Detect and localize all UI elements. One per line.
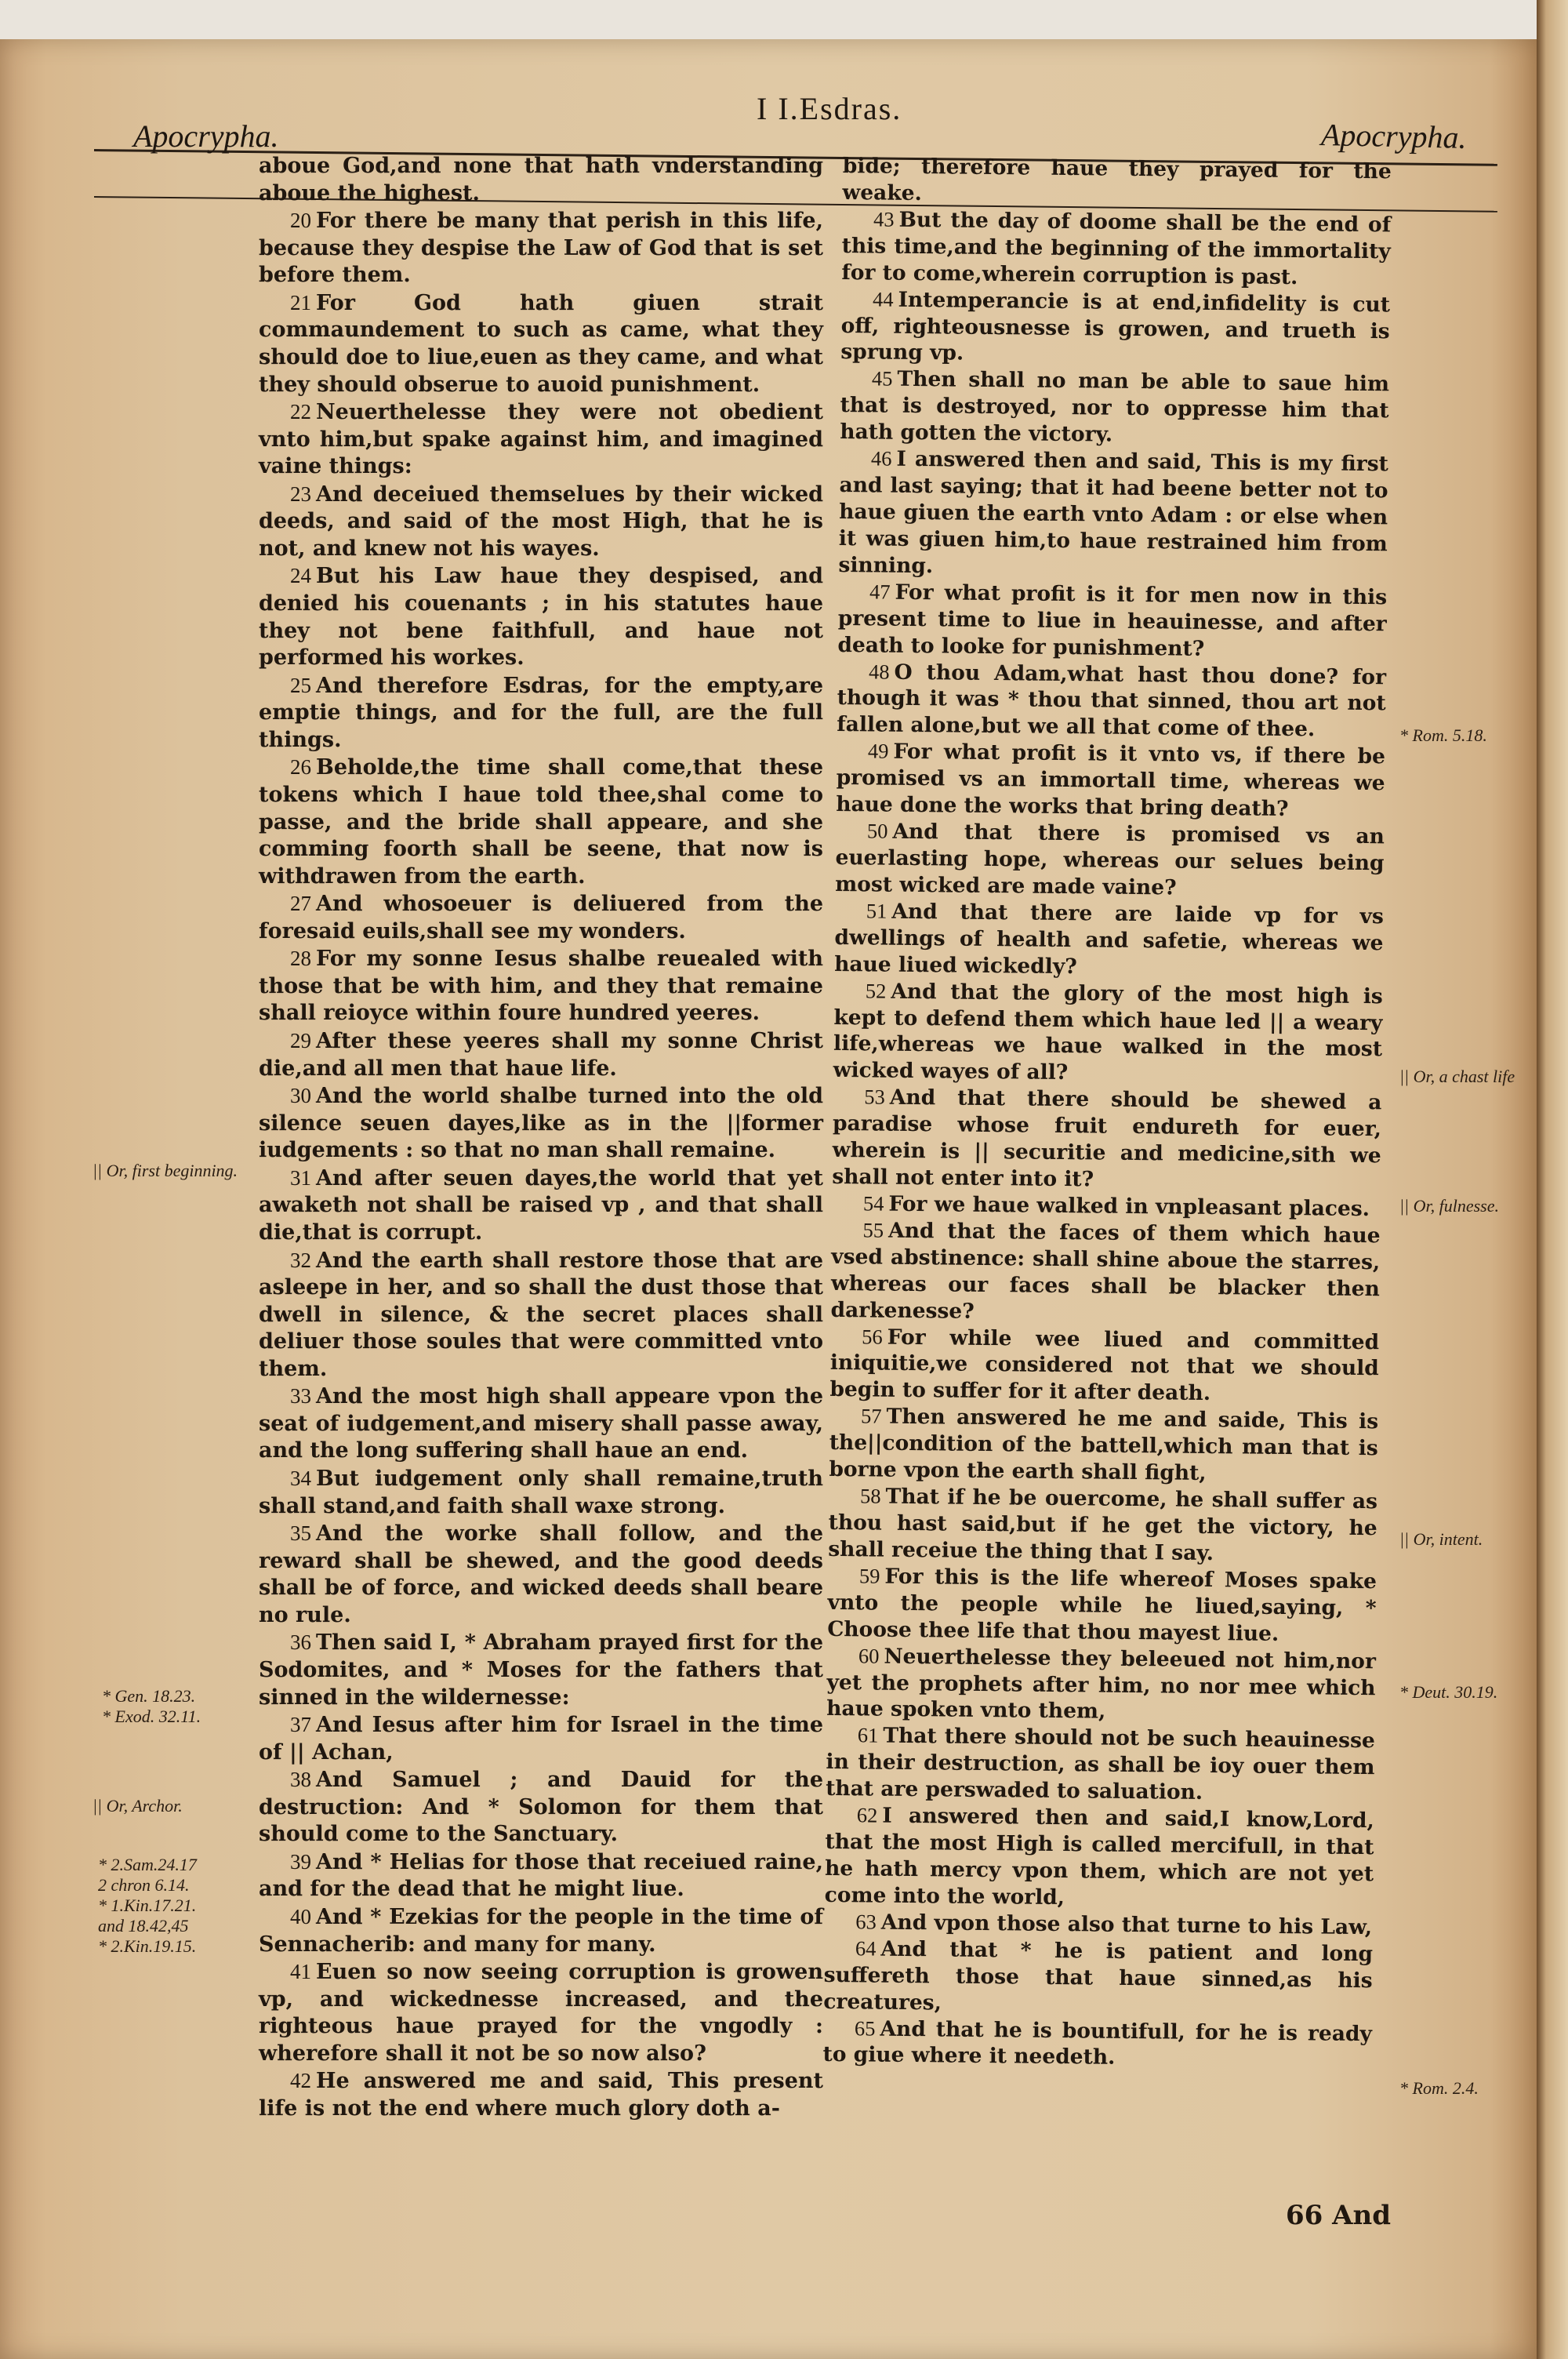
verse-text: And Iesus after him for Israel in the time of || Achan, <box>259 1713 823 1765</box>
verse-text: And therefore Esdras, for the empty,are emptie things, and for the full, are the full things. <box>259 673 823 752</box>
verse-text: For while wee liued and committed iniquitie,we considered not that we should begin to suffer for it after death. <box>829 1325 1380 1406</box>
left-text-column <box>259 153 823 2123</box>
verse-text: And that the faces of them which haue vsed abstinence: shall shine aboue the starres, whereas our faces shall be blacker then darkenesse? <box>830 1218 1381 1324</box>
verse-number: 30 <box>290 1084 311 1108</box>
verse-text: And * Helias for those that receiued raine, and for the dead that he might liue. <box>259 1849 823 1902</box>
verse-text: I answered then and said,I know,Lord, that the most High is called mercifull, in that he hath mercy vpon them, which are not yet come into the world, <box>824 1803 1374 1910</box>
verse-number: 46 <box>870 446 892 471</box>
verse-number: 27 <box>290 892 311 916</box>
verse <box>259 1848 823 1903</box>
verse <box>259 1027 823 1082</box>
verse-text: That if he be ouercome, he shall suffer as thou hast said,but if he get the victory, he shall receiue the thing that I say. <box>828 1484 1378 1565</box>
verse <box>834 898 1384 983</box>
margin-note-archor: || Or, Archor. <box>93 1796 183 1816</box>
verse <box>259 1629 823 1711</box>
verse-text: For there be many that perish in this life, because they despise the Law of God that is set before them. <box>259 209 823 288</box>
verse-text: For what profit is it for men now in this present time to liue in heauinesse, and after death to looke for punishment? <box>837 580 1388 661</box>
verse-text: And * Ezekias for the people in the time of Sennacherib: and many for many. <box>259 1905 823 1957</box>
margin-note-intent: || Or, intent. <box>1399 1529 1483 1549</box>
verse-number: 54 <box>862 1191 884 1216</box>
verse <box>259 1958 823 2067</box>
verse-number: 47 <box>869 580 891 604</box>
verse-number: 35 <box>290 1521 311 1546</box>
verse <box>259 1903 823 1958</box>
verse-number: 57 <box>860 1404 882 1428</box>
verse <box>259 481 823 563</box>
margin-note-chast-life: || Or, a chast life <box>1399 1067 1515 1086</box>
verse-text: And that * he is patient and long suffereth those that haue sinned,as his creatures, <box>823 1936 1374 2016</box>
verse-text: And whosoeuer is deliuered from the foresaid euils,shall see my wonders. <box>259 892 823 943</box>
verse-number: 61 <box>857 1723 879 1747</box>
verse-number: 22 <box>290 400 311 424</box>
verse <box>259 754 823 890</box>
verse-number: 42 <box>290 2069 311 2093</box>
verse-number: 64 <box>855 1936 877 1961</box>
verse-number: 24 <box>290 564 311 588</box>
verse-number: 41 <box>290 1960 311 1984</box>
verse-number: 51 <box>866 899 887 923</box>
verse <box>836 738 1385 823</box>
margin-note-fulnesse: || Or, fulnesse. <box>1399 1196 1499 1216</box>
verse-number: 58 <box>859 1484 881 1508</box>
verse <box>837 579 1387 664</box>
verse-text: Then said I, * Abraham prayed first for the Sodomites, and * Moses for the fathers that sinned in the wildernesse: <box>259 1630 823 1710</box>
verse-text: And the most high shall appeare vpon the seat of iudgement,and misery shall passe away, and the long suffering shall haue an end. <box>259 1384 823 1463</box>
verse <box>259 1711 823 1766</box>
verse-text: And Samuel ; and Dauid for the destruction: And * Solomon for them that should come to the Sanctuary. <box>259 1768 823 1847</box>
verse-number: 36 <box>290 1630 311 1655</box>
verse-text: And deceiued themselues by their wicked deeds, and said of the most High, that he is not, and knew not his wayes. <box>259 482 823 561</box>
verse-number: 31 <box>290 1165 311 1190</box>
running-head-left: Apocrypha. <box>133 118 279 154</box>
verse-number: 52 <box>865 978 887 1003</box>
verse-number: 26 <box>290 755 311 780</box>
verse-text: Intemperancie is at end,infidelity is cut off, righteousnesse is growen, and trueth is sprung vp. <box>840 287 1391 366</box>
verse-text: But iudgement only shall remaine,truth shall stand,and faith shall waxe strong. <box>259 1467 823 1518</box>
verse-number: 62 <box>856 1803 878 1827</box>
margin-note-deut: * Deut. 30.19. <box>1399 1682 1498 1702</box>
margin-note-samuel-kings: * 2.Sam.24.17 2 chron 6.14. * 1.Kin.17.21. and 18.42,45 * 2.Kin.19.15. <box>98 1855 197 1956</box>
verse <box>259 1383 823 1465</box>
running-head-right: Apocrypha. <box>1320 117 1467 155</box>
verse <box>833 978 1383 1090</box>
verse-text: And the earth shall restore those that are asleepe in her, and so shall the dust those that dwell in silence, & the secret places shall deliuer those soules that were committed vnto them. <box>259 1248 823 1381</box>
margin-note-gen-exod: * Gen. 18.23. * Exod. 32.11. <box>102 1686 201 1726</box>
verse-text: Then shall no man be able to saue him that is destroyed, nor to oppresse him that hath gotten the victory. <box>840 367 1390 447</box>
verse-number: 63 <box>855 1910 877 1934</box>
verse-number: 56 <box>862 1324 883 1349</box>
verse <box>837 658 1386 743</box>
verse <box>259 1165 823 1247</box>
verse-text: Neuerthelesse they beleeued not him,nor yet the prophets after him, no nor mee which haue spoken vnto them, <box>826 1644 1377 1725</box>
verse <box>841 206 1391 292</box>
verse <box>259 1766 823 1848</box>
verse-text: For God hath giuen strait commaundement to such as came, what they should doe to liue,euen as they came, and what they should obserue to auoid punishment. <box>259 290 823 397</box>
verse <box>259 207 823 289</box>
verse-text: Then answered he me and saide, This is the||condition of the battell,which man that is borne vpon the earth shall fight, <box>829 1404 1379 1486</box>
verse-number: 44 <box>872 287 894 311</box>
verse-text: Beholde,the time shall come,that these tokens which I haue told thee,shal come to passe, and the bride shall appeare, and she comming foorth shall be seene, that now is withdrawen from the earth. <box>259 755 823 889</box>
verse-text: For we haue walked in vnpleasant places. <box>888 1191 1370 1222</box>
verse <box>832 1084 1381 1196</box>
verse-number: 29 <box>290 1029 311 1052</box>
verse <box>840 365 1389 451</box>
verse-number: 60 <box>858 1643 880 1668</box>
verse-text: Euen so now seeing corruption is growen vp, and wickednesse increased, and the righteous haue prayed for the vngodly : wherefore shall it not be so now also? <box>259 1960 823 2066</box>
verse-text: He answered me and said, This present life is not the end where much glory doth a- <box>259 2069 823 2121</box>
margin-note-rom2: * Rom. 2.4. <box>1399 2078 1479 2098</box>
adjacent-page-edge <box>1537 0 1568 2359</box>
verse-text: But his Law haue they despised, and denied his couenants ; in his statutes haue they not bene faithfull, and haue not performed his workes. <box>259 564 823 671</box>
running-head-title: I I.Esdras. <box>757 91 902 126</box>
verse-number: 50 <box>866 819 888 843</box>
verse-number: 39 <box>290 1849 311 1874</box>
verse <box>259 1082 823 1165</box>
verse <box>259 890 823 945</box>
verse <box>259 153 823 207</box>
verse-text: aboue God,and none that hath vnderstanding aboue the highest. <box>259 154 823 205</box>
verse <box>259 1520 823 1629</box>
verse-number: 59 <box>858 1564 880 1588</box>
verse-text: After these yeeres shall my sonne Christ die,and all men that haue life. <box>259 1029 823 1081</box>
margin-note-rom5: * Rom. 5.18. <box>1399 725 1487 745</box>
verse-number: 32 <box>290 1248 311 1272</box>
catchword: 66 And <box>1286 2200 1392 2231</box>
verse <box>840 286 1390 372</box>
verse <box>259 945 823 1027</box>
verse <box>259 562 823 671</box>
verse-number: 25 <box>290 673 311 697</box>
verse <box>842 153 1392 212</box>
verse-text: For this is the life whereof Moses spake vnto the people while he liued,saying, * Choose thee life that thou mayest liue. <box>827 1564 1377 1646</box>
verse <box>826 1722 1375 1808</box>
verse-number: 65 <box>854 2016 876 2041</box>
verse <box>829 1323 1379 1408</box>
verse <box>259 289 823 398</box>
verse <box>838 445 1388 584</box>
verse <box>828 1483 1377 1568</box>
verse <box>822 2015 1372 2074</box>
verse-text: And after seuen dayes,the world that yet awaketh not shall be raised vp , and that shall die,that is corrupt. <box>259 1165 823 1245</box>
verse-text: For my sonne Iesus shalbe reuealed with those that be with him, and they that remaine shall reioyce within foure hundred yeeres. <box>259 947 823 1026</box>
verse-text: And that he is bountifull, for he is ready to giue where it needeth. <box>822 2016 1373 2070</box>
verse-text: But the day of doome shall be the end of this time,and the beginning of the immortality for to come,wherein corruption is past. <box>841 207 1392 289</box>
verse <box>830 1217 1380 1329</box>
verse-text: And that there is promised vs an euerlasting hope, whereas our selues being most wicked are made vaine? <box>835 819 1385 900</box>
verse <box>259 1247 823 1383</box>
verse <box>835 818 1385 903</box>
verse <box>825 1802 1374 1914</box>
verse-number: 53 <box>864 1085 886 1109</box>
verse-text: I answered then and said, This is my first and last saying; that it had beene better not to haue giuen the earth vnto Adam : or else when it was giuen him,to haue restrained him from sinning. <box>838 446 1389 579</box>
verse <box>259 398 823 481</box>
verse-number: 33 <box>290 1384 311 1408</box>
verse-text: Neuerthelesse they were not obedient vnto him,but spake against him, and imagined vaine things: <box>259 400 823 479</box>
verse-number: 55 <box>862 1218 884 1242</box>
right-text-column <box>822 153 1392 2074</box>
verse-text: And that the glory of the most high is kept to defend them which haue led || a weary life,whereas we haue walked in the most wicked wayes of all? <box>833 979 1383 1085</box>
verse-number: 45 <box>871 366 893 391</box>
verse-number: 43 <box>873 207 895 231</box>
verse <box>259 672 823 754</box>
verse-number: 49 <box>867 739 889 763</box>
verse <box>829 1403 1378 1488</box>
verse <box>259 2067 823 2122</box>
verse-text: And vpon those also that turne to his Law, <box>880 1910 1373 1940</box>
verse-number: 20 <box>290 209 311 233</box>
verse-number: 38 <box>290 1768 311 1792</box>
verse-number: 48 <box>868 659 890 684</box>
verse-text: For what profit is it vnto vs, if there be promised vs an immortall time, whereas we haue done the works that bring death? <box>836 739 1386 822</box>
verse-number: 34 <box>290 1467 311 1490</box>
verse-number: 37 <box>290 1713 311 1737</box>
verse-number: 23 <box>290 482 311 506</box>
verse-text: And that there are laide vp for vs dwellings of health and safetie, whereas we haue liued wickedly? <box>834 899 1385 979</box>
verse-number: 21 <box>290 290 311 314</box>
verse <box>826 1643 1376 1728</box>
verse <box>259 1465 823 1520</box>
verse-number: 40 <box>290 1905 311 1928</box>
verse-text: O thou Adam,what hast thou done? for though it was * thou that sinned, thou art not fallen alone,but we all that come of thee. <box>837 660 1387 742</box>
verse-text: bide; therefore haue they prayed for the weake. <box>842 153 1392 205</box>
verse-text: And the worke shall follow, and the reward shall be shewed, and the good deeds shall be of force, and wicked deeds shall beare no rule. <box>259 1521 823 1627</box>
verse-number: 28 <box>290 947 311 971</box>
verse-text: And that there should be shewed a paradise whose fruit endureth for euer, wherein is || securitie and medicine,sith we shall not enter into it? <box>832 1085 1382 1192</box>
verse-text: And the world shalbe turned into the old silence seuen dayes,like as in the ||former iudgements : so that no man shall remaine. <box>259 1084 823 1163</box>
verse-text: That there should not be such heauinesse in their destruction, as shall be ioy ouer them that are perswaded to saluation. <box>825 1724 1375 1805</box>
verse <box>823 1936 1373 2021</box>
margin-note-first-beginning: || Or, first beginning. <box>93 1161 238 1180</box>
verse <box>827 1563 1377 1648</box>
